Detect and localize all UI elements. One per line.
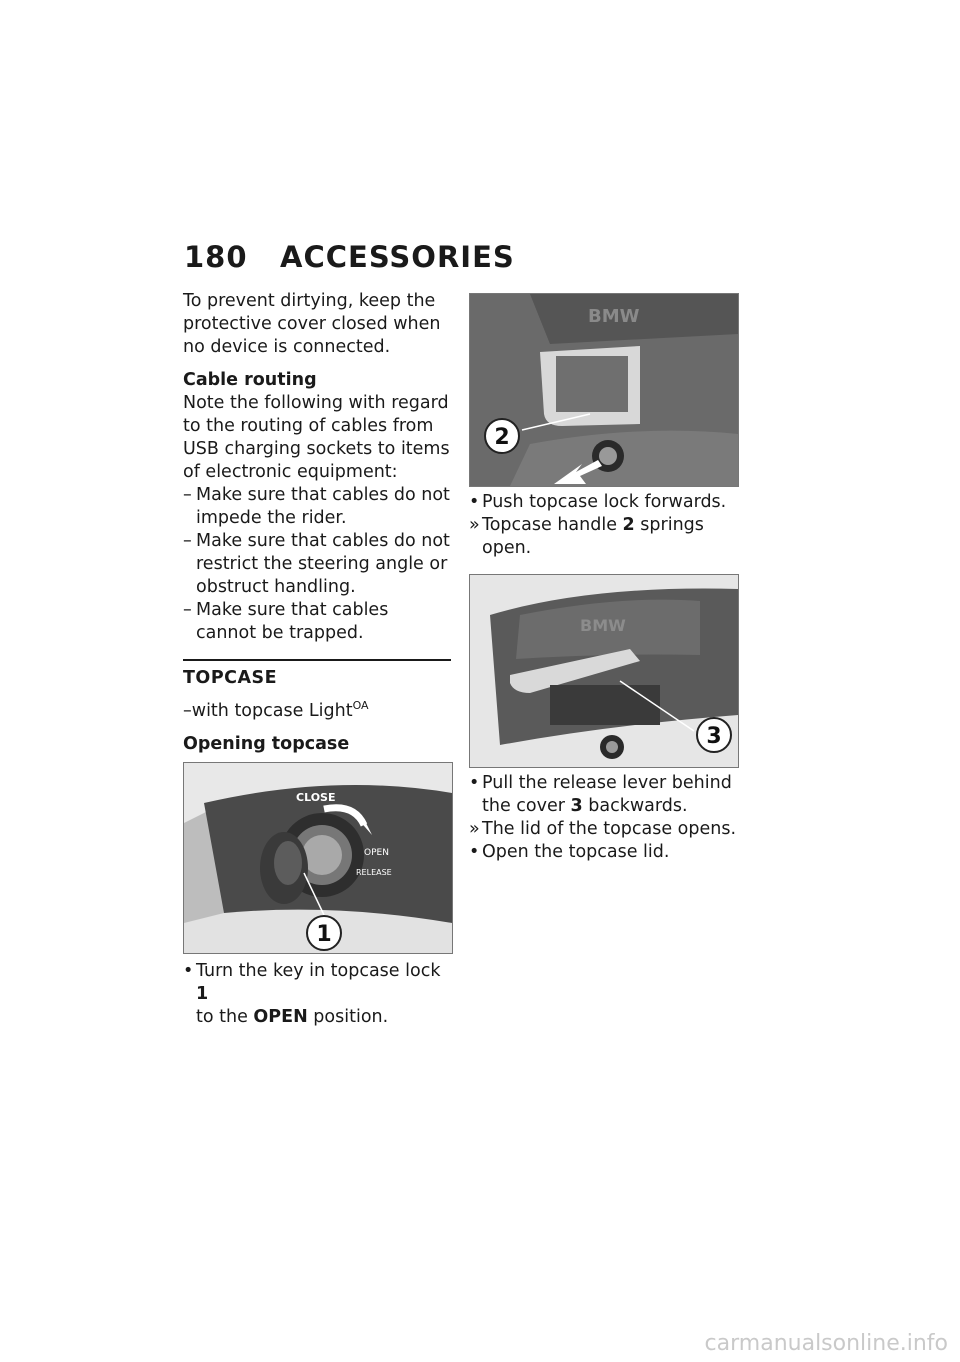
left-column xyxy=(183,290,451,1029)
result-item: » Topcase handle 2 springs open. xyxy=(469,515,704,558)
list-item: • Pull the release lever behind the cover 3 backwards. xyxy=(469,773,732,816)
bmw-logo: BMW xyxy=(588,306,640,327)
list-item: – Make sure that cables do not restrict the steering angle or obstruct handling. xyxy=(183,531,450,597)
list-item: • Turn the key in topcase lock 1 to the OPEN position. xyxy=(183,961,441,1027)
lock-label-release: RELEASE xyxy=(356,868,392,877)
list-item: – Make sure that cables do not impede the rider. xyxy=(183,485,450,528)
opening-topcase-heading: Opening topcase xyxy=(183,734,350,754)
list-item: – Make sure that cables cannot be trapped. xyxy=(183,600,389,643)
section-title: TOPCASE xyxy=(183,668,278,688)
right-column xyxy=(469,293,739,864)
list-item-text: Make sure that cables do not impede the rider. xyxy=(196,485,450,528)
page-header xyxy=(184,240,515,274)
list-item: • Open the topcase lid. xyxy=(469,842,670,862)
watermark: carmanualsonline.info xyxy=(704,1331,948,1356)
figure-release-lever xyxy=(469,574,739,768)
callout-2: 2 xyxy=(494,425,510,450)
figure-topcase-lock xyxy=(183,762,453,954)
list-item-text: Make sure that cables cannot be trapped. xyxy=(196,600,389,643)
section-divider xyxy=(183,659,451,690)
equipment-note: –with topcase Light$^{OA}$ xyxy=(183,699,369,721)
lock-label-close: CLOSE xyxy=(296,791,336,804)
callout-3: 3 xyxy=(706,724,722,749)
result-item: » The lid of the topcase opens. xyxy=(469,819,737,839)
cable-routing-text: Note the following with regard to the routing of cables from USB charging sockets to items of electronic equipment: xyxy=(183,393,450,482)
figure-topcase-handle xyxy=(469,293,739,487)
page-title: ACCESSORIES xyxy=(280,240,515,274)
list-item: • Push topcase lock forwards. xyxy=(469,492,727,512)
cable-routing-heading: Cable routing xyxy=(183,370,317,390)
list-item-text: Make sure that cables do not restrict the steering angle or obstruct handling. xyxy=(196,531,450,597)
lock-label-open: OPEN xyxy=(364,848,389,858)
bmw-logo: BMW xyxy=(580,616,626,635)
callout-1: 1 xyxy=(316,922,332,947)
intro-paragraph: To prevent dirtying, keep the protective cover closed when no device is connected. xyxy=(183,291,441,357)
page-number: 180 xyxy=(184,240,248,274)
option-superscript: OA xyxy=(352,699,369,713)
